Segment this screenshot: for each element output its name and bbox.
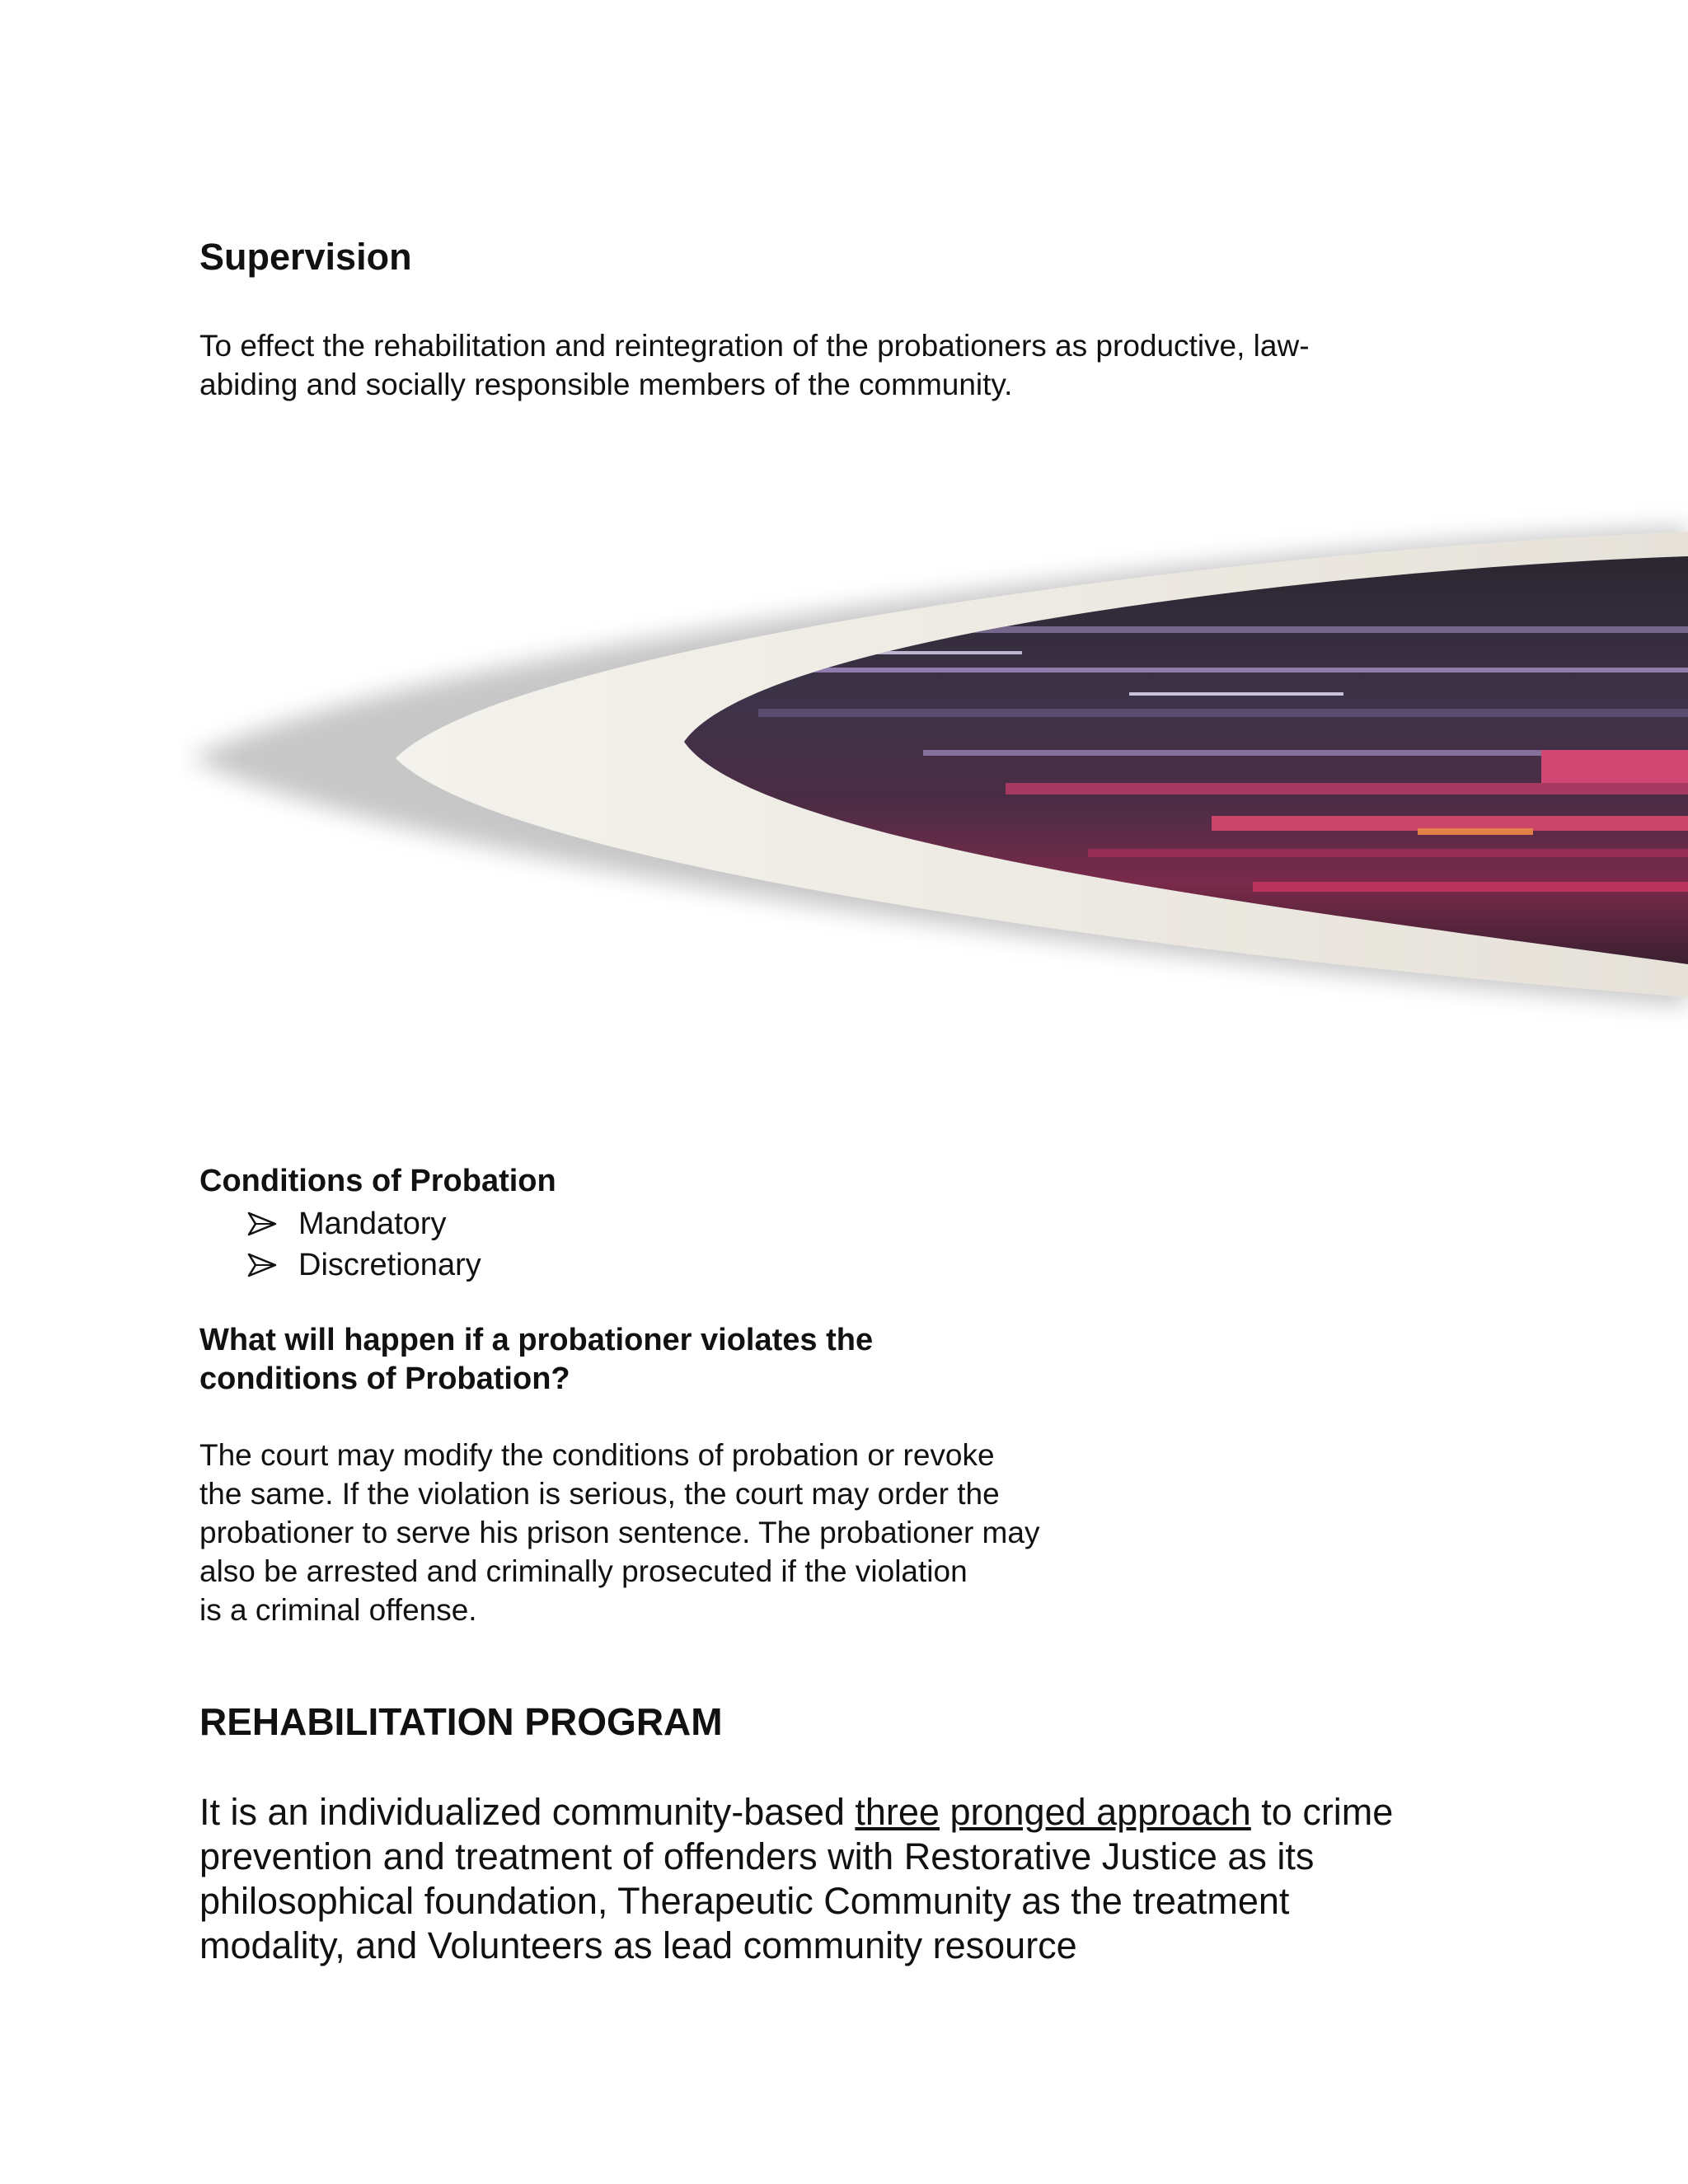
- text-run: [940, 1791, 950, 1833]
- list-item: [247, 1203, 481, 1244]
- violation-answer: [199, 1436, 1172, 1629]
- underlined-pronged-approach: pronged approach: [950, 1791, 1251, 1833]
- violation-answer-line: the same. If the violation is serious, the court may order the: [199, 1477, 1000, 1511]
- supervision-text-line: abiding and socially responsible members of the community.: [199, 368, 1013, 401]
- supervision-text: [199, 326, 1452, 404]
- list-item: [247, 1244, 481, 1286]
- decorative-swoosh-image: [181, 503, 1688, 1038]
- supervision-text-line: To effect the rehabilitation and reintegration of the probationers as productive, law-: [199, 329, 1310, 363]
- violation-answer-line: also be arrested and criminally prosecuted if the violation: [199, 1554, 968, 1588]
- text-run: It is an individualized community-based: [199, 1791, 856, 1833]
- conditions-list: [247, 1203, 481, 1286]
- underlined-word-three: three: [855, 1791, 940, 1833]
- violation-question: [199, 1321, 1024, 1399]
- violation-answer-line: The court may modify the conditions of probation or revoke: [199, 1438, 995, 1472]
- rehabilitation-text-line: philosophical foundation, Therapeutic Community as the treatment: [199, 1880, 1290, 1922]
- rehabilitation-text-line: [199, 1790, 1601, 1835]
- violation-question-line: What will happen if a probationer violates the: [199, 1323, 874, 1357]
- arrow-bullet-icon: [247, 1212, 277, 1236]
- rehabilitation-text: [199, 1790, 1601, 1968]
- violation-answer-line: is a criminal offense.: [199, 1593, 477, 1627]
- text-run: to crime: [1250, 1791, 1394, 1833]
- supervision-heading: Supervision: [199, 236, 412, 278]
- rehabilitation-text-line: modality, and Volunteers as lead community resource: [199, 1924, 1077, 1966]
- violation-question-line: conditions of Probation?: [199, 1361, 570, 1396]
- violation-answer-line: probationer to serve his prison sentence. The probationer may: [199, 1516, 1040, 1549]
- list-item-label: Mandatory: [298, 1206, 447, 1241]
- conditions-heading: Conditions of Probation: [199, 1164, 556, 1198]
- list-item-label: Discretionary: [298, 1247, 481, 1282]
- arrow-bullet-icon: [247, 1253, 277, 1277]
- rehabilitation-heading: REHABILITATION PROGRAM: [199, 1700, 723, 1743]
- rehabilitation-text-line: prevention and treatment of offenders with Restorative Justice as its: [199, 1835, 1315, 1877]
